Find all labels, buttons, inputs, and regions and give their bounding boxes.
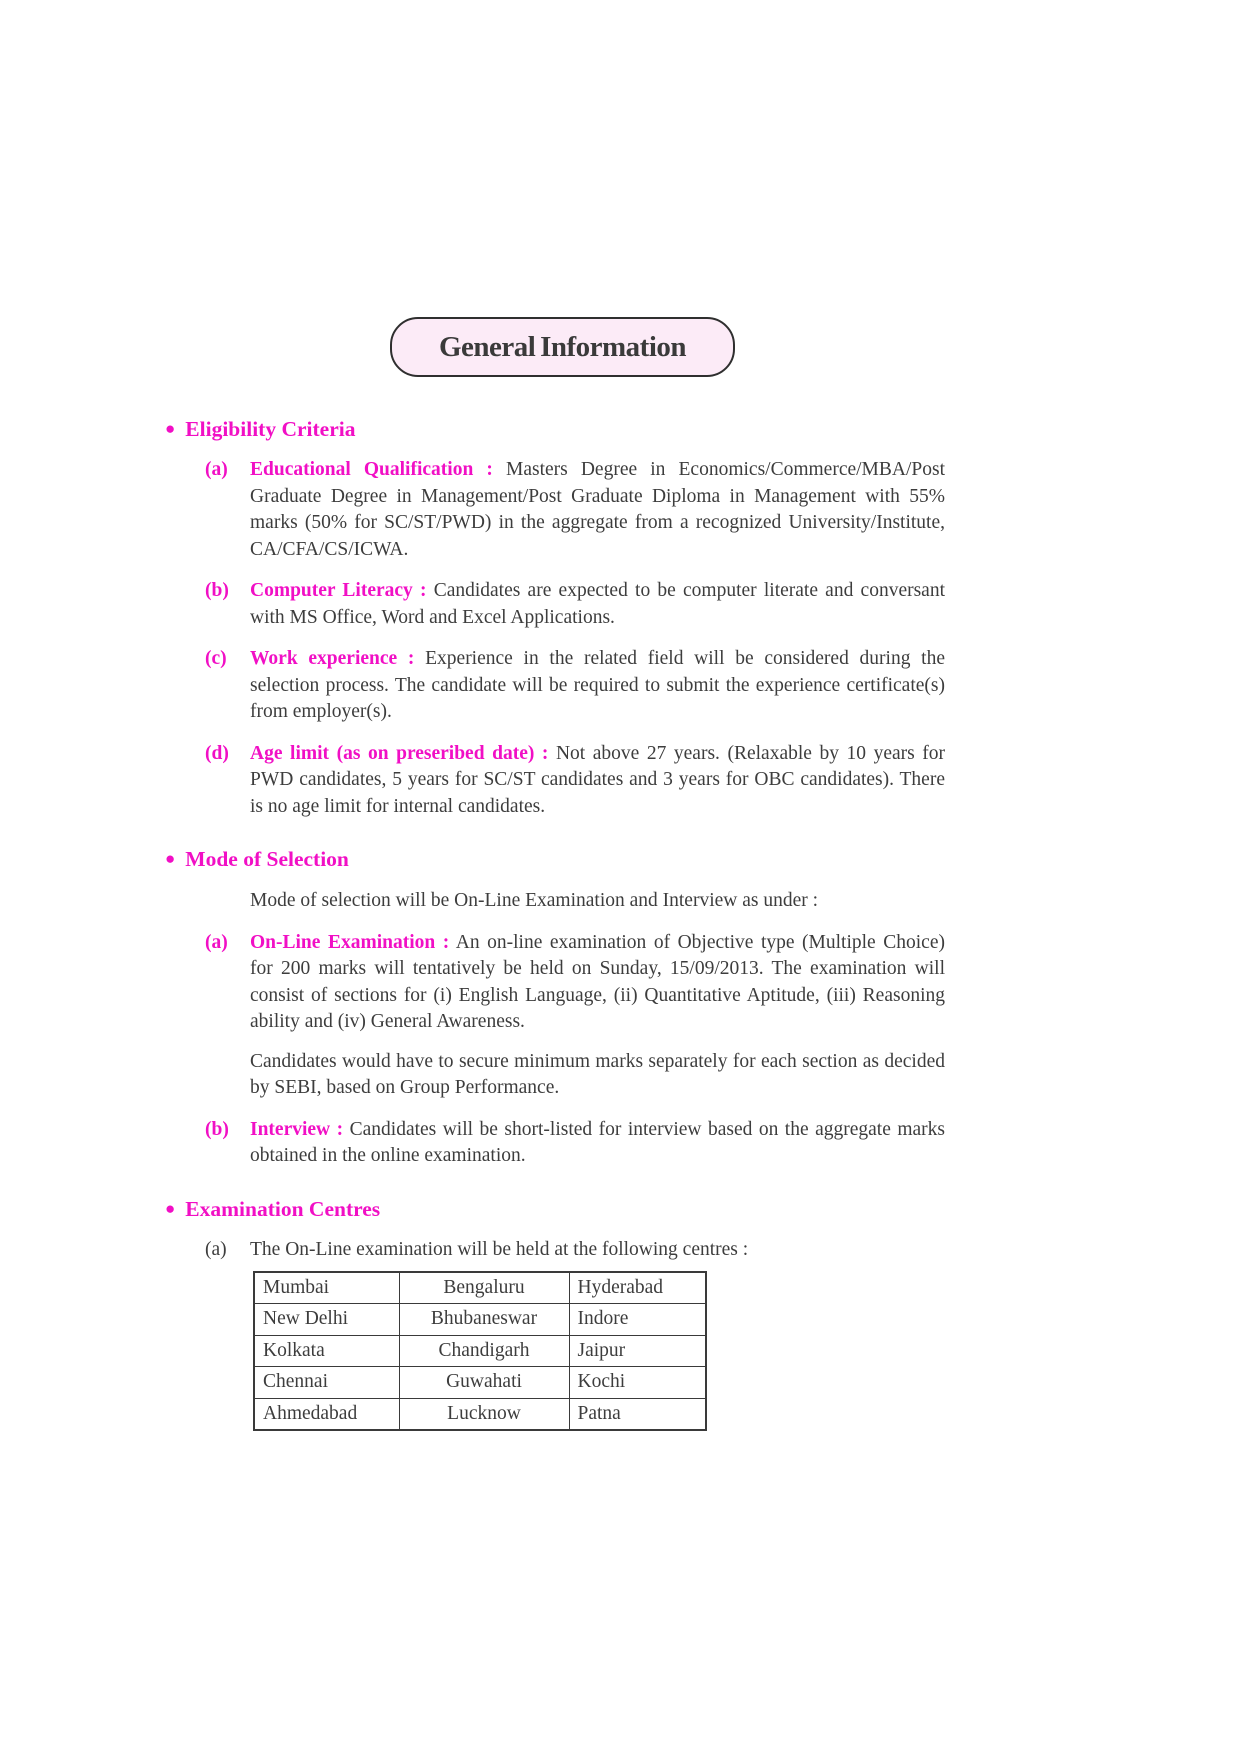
table-row: [254, 1272, 706, 1304]
item-body: [250, 646, 945, 726]
list-item-computer-literacy: [205, 578, 945, 631]
item-text: Candidates are expected to be computer literate and conversant with MS Office, Word and Excel Applications.: [250, 580, 946, 628]
item-extra-paragraph: Candidates would have to secure minimum marks separately for each section as decided by SEBI, based on Group Performance.: [250, 1050, 945, 1098]
item-lead: Educational Qualification :: [250, 459, 493, 480]
section-mode-of-selection: [0, 847, 1240, 1170]
bullet-icon: ●: [165, 1198, 176, 1218]
section-heading-examination-centres: [165, 1197, 1240, 1222]
exam-centres-table: [253, 1271, 707, 1431]
table-row: [254, 1304, 706, 1336]
item-label: (b): [205, 580, 229, 601]
table-cell: Jaipur: [569, 1335, 706, 1367]
page-title: General Information: [438, 330, 687, 363]
table-cell: Hyderabad: [569, 1272, 706, 1304]
bullet-icon: ●: [165, 419, 176, 438]
list-item-online-examination: [205, 930, 945, 1102]
table-cell: Patna: [569, 1398, 706, 1430]
table-cell: Lucknow: [399, 1398, 569, 1430]
item-lead: Computer Literacy :: [250, 580, 427, 601]
table-cell: Bhubaneswar: [399, 1304, 569, 1336]
page-title-box: [390, 317, 735, 377]
table-cell: Chandigarh: [399, 1335, 569, 1367]
item-label: (b): [205, 1118, 229, 1140]
item-body: [250, 741, 945, 821]
item-text: Candidates will be short-listed for interview based on the aggregate marks obtained in the online examination.: [250, 1118, 946, 1166]
table-cell: Chennai: [254, 1367, 399, 1399]
table-row: [254, 1398, 706, 1430]
table-cell: Guwahati: [399, 1367, 569, 1399]
bullet-icon: ●: [165, 849, 176, 868]
section-heading-label: Examination Centres: [185, 1196, 381, 1221]
section-heading-label: Mode of Selection: [185, 847, 349, 871]
item-body: [250, 578, 945, 631]
item-text: Experience in the related field will be considered during the selection process. The candidate will be required to submit the experience certificate(s) from employer(s).: [250, 648, 945, 722]
table-cell: Ahmedabad: [254, 1398, 399, 1430]
item-body: [250, 930, 945, 1102]
table-cell: Mumbai: [254, 1272, 399, 1304]
list-item-centres-intro: [205, 1237, 945, 1264]
item-lead: On-Line Examination :: [250, 931, 450, 953]
item-lead: Interview :: [250, 1118, 344, 1140]
item-label: (c): [205, 648, 227, 669]
table-cell: Indore: [569, 1304, 706, 1336]
item-lead: Age limit (as on preseribed date) :: [250, 742, 549, 764]
item-label: (a): [205, 459, 228, 480]
section-heading-eligibility: [165, 417, 1240, 442]
section-eligibility-criteria: [0, 417, 1240, 820]
item-text: The On-Line examination will be held at the following centres :: [250, 1238, 749, 1260]
table-cell: Kolkata: [254, 1335, 399, 1367]
list-item-interview: [205, 1117, 945, 1170]
item-body: [250, 1117, 945, 1170]
item-label: (d): [205, 742, 229, 764]
item-label: (a): [205, 1238, 227, 1260]
table-cell: Bengaluru: [399, 1272, 569, 1304]
item-text: Masters Degree in Economics/Commerce/MBA/Post Graduate Degree in Management/Post Graduate Diploma in Management with 55% marks (50% for SC/ST/PWD) in the aggregate from a recognized University/Institute, CA/CFA/CS/ICWA.: [250, 459, 945, 560]
item-body: [250, 457, 945, 563]
item-label: (a): [205, 931, 228, 953]
list-item-work-experience: [205, 646, 945, 726]
table-cell: Kochi: [569, 1367, 706, 1399]
list-item-educational-qualification: [205, 457, 945, 563]
item-text: An on-line examination of Objective type (Multiple Choice) for 200 marks will tentatively be held on Sunday, 15/09/2013. The examination will consist of sections for (i) English Language, (ii) Quantitative Aptitude, (iii) Reasoning ability and (iv) General Awareness.: [250, 931, 945, 1032]
item-text: Not above 27 years. (Relaxable by 10 years for PWD candidates, 5 years for SC/ST candidates and 3 years for OBC candidates). There is no age limit for internal candidates.: [250, 742, 945, 817]
item-lead: Work experience :: [250, 648, 415, 669]
table-cell: New Delhi: [254, 1304, 399, 1336]
table-row: [254, 1335, 706, 1367]
table-row: [254, 1367, 706, 1399]
list-item-age-limit: [205, 741, 945, 821]
mode-of-selection-intro: Mode of selection will be On-Line Examination and Interview as under :: [250, 890, 819, 911]
section-heading-label: Eligibility Criteria: [185, 417, 356, 441]
section-heading-mode-of-selection: [165, 847, 1240, 872]
section-examination-centres: [0, 1197, 1240, 1431]
